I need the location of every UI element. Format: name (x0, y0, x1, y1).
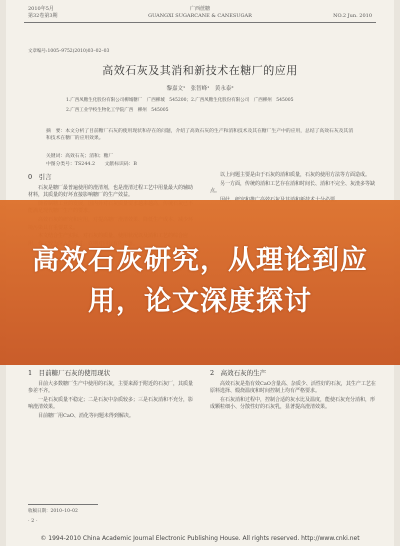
paragraph: 石灰是糖厂最普遍使用的澄清剂，也是澄清过程工艺中用量最大的辅助材料，其质量的好坏直接影响糖厂的生产效益。 (28, 184, 194, 199)
received-date: 收稿日期：2010–10–02 (28, 509, 78, 514)
header-date: 2010年5月 (28, 6, 54, 12)
journal-name-en: GUANGXI SUGARCANE & CANESUGAR (148, 13, 252, 19)
right-column-lower (210, 368, 376, 413)
article-title: 高效石灰及其消和新技术在糖厂的应用 (102, 64, 298, 77)
journal-name-cn: 广西蔗糖 (189, 6, 210, 12)
paragraph: 以上问题主要是由于石灰的消和质量，石灰的使用方法等方面造成。 (220, 172, 371, 178)
left-column-lower (28, 368, 196, 422)
section-heading-2: 2 高效石灰的生产 (210, 369, 267, 377)
header-rule (24, 22, 376, 23)
affiliation-1: 1.广西凤糖生化股份有限公司柳城糖厂 广西柳城 545200；2.广西凤糖生化股份有限公司 广西柳州 545005 (66, 98, 294, 103)
page-number: · 2 · (28, 518, 38, 524)
article-id: 文章编号:1005–9752(2010)03–02–03 (28, 49, 110, 54)
paragraph: 一是石灰质量不稳定；二是石灰中杂质较多；三是石灰消和不充分，影响澄清效果。 (28, 396, 194, 411)
section-heading-intro: 0 引言 (28, 173, 52, 181)
classification: 中图分类号：TS244.2 文献标识码：B (46, 162, 137, 167)
affiliation-2: 2.广西工业学校生物化工学院广西 柳州 545005 (66, 108, 169, 113)
copyright-footer: © 1994-2010 China Academic Journal Electronic Publishing House. All rights reserved. http://www.cnki.net (40, 535, 360, 542)
header-volume: 第32卷第3期 (28, 13, 58, 19)
paragraph: 目前糖厂用CaO、消化等问题未得到解决。 (38, 412, 134, 419)
paragraph: 高效石灰是指有效CaO含量高、杂质少、活性好的石灰，其生产工艺在原料选择、煅烧温度和时间控制上均有严格要求。 (210, 380, 376, 395)
header-issue: NO.2 Jun. 2010 (333, 13, 372, 19)
footnote-rule (28, 504, 98, 505)
headline-text: 高效石灰研究，从理论到应用，论文深度探讨 (32, 245, 368, 317)
article-authors: 黎嘉文¹ 张智峰¹ 黄永泰² (166, 86, 234, 92)
paragraph: 目前大多数糖厂生产中使用的石灰，主要来源于附近的石灰厂，其质量参差不齐。 (28, 380, 194, 395)
abstract: 摘 要：本文分析了目前糖厂石灰的使用现状和存在的问题，介绍了高效石灰的生产和消和技术及其在糖厂生产中的应用，总结了高效石灰及其消和技术在糖厂的应用效果。 (46, 129, 354, 141)
section-heading-1: 1 目前糖厂石灰的使用现状 (28, 369, 111, 377)
paragraph: 在石灰消和过程中，控制合适的灰水比及温度，能使石灰充分消和，形成颗粒细小、分散性好的石灰乳，显著提高澄清效果。 (210, 396, 376, 411)
paragraph: 另一方面，传统的消和工艺存在消和时间长、消和不完全、灰渣多等缺点。 (210, 180, 376, 195)
keywords: 关键词：高效石灰；消和；糖厂 (46, 154, 114, 159)
